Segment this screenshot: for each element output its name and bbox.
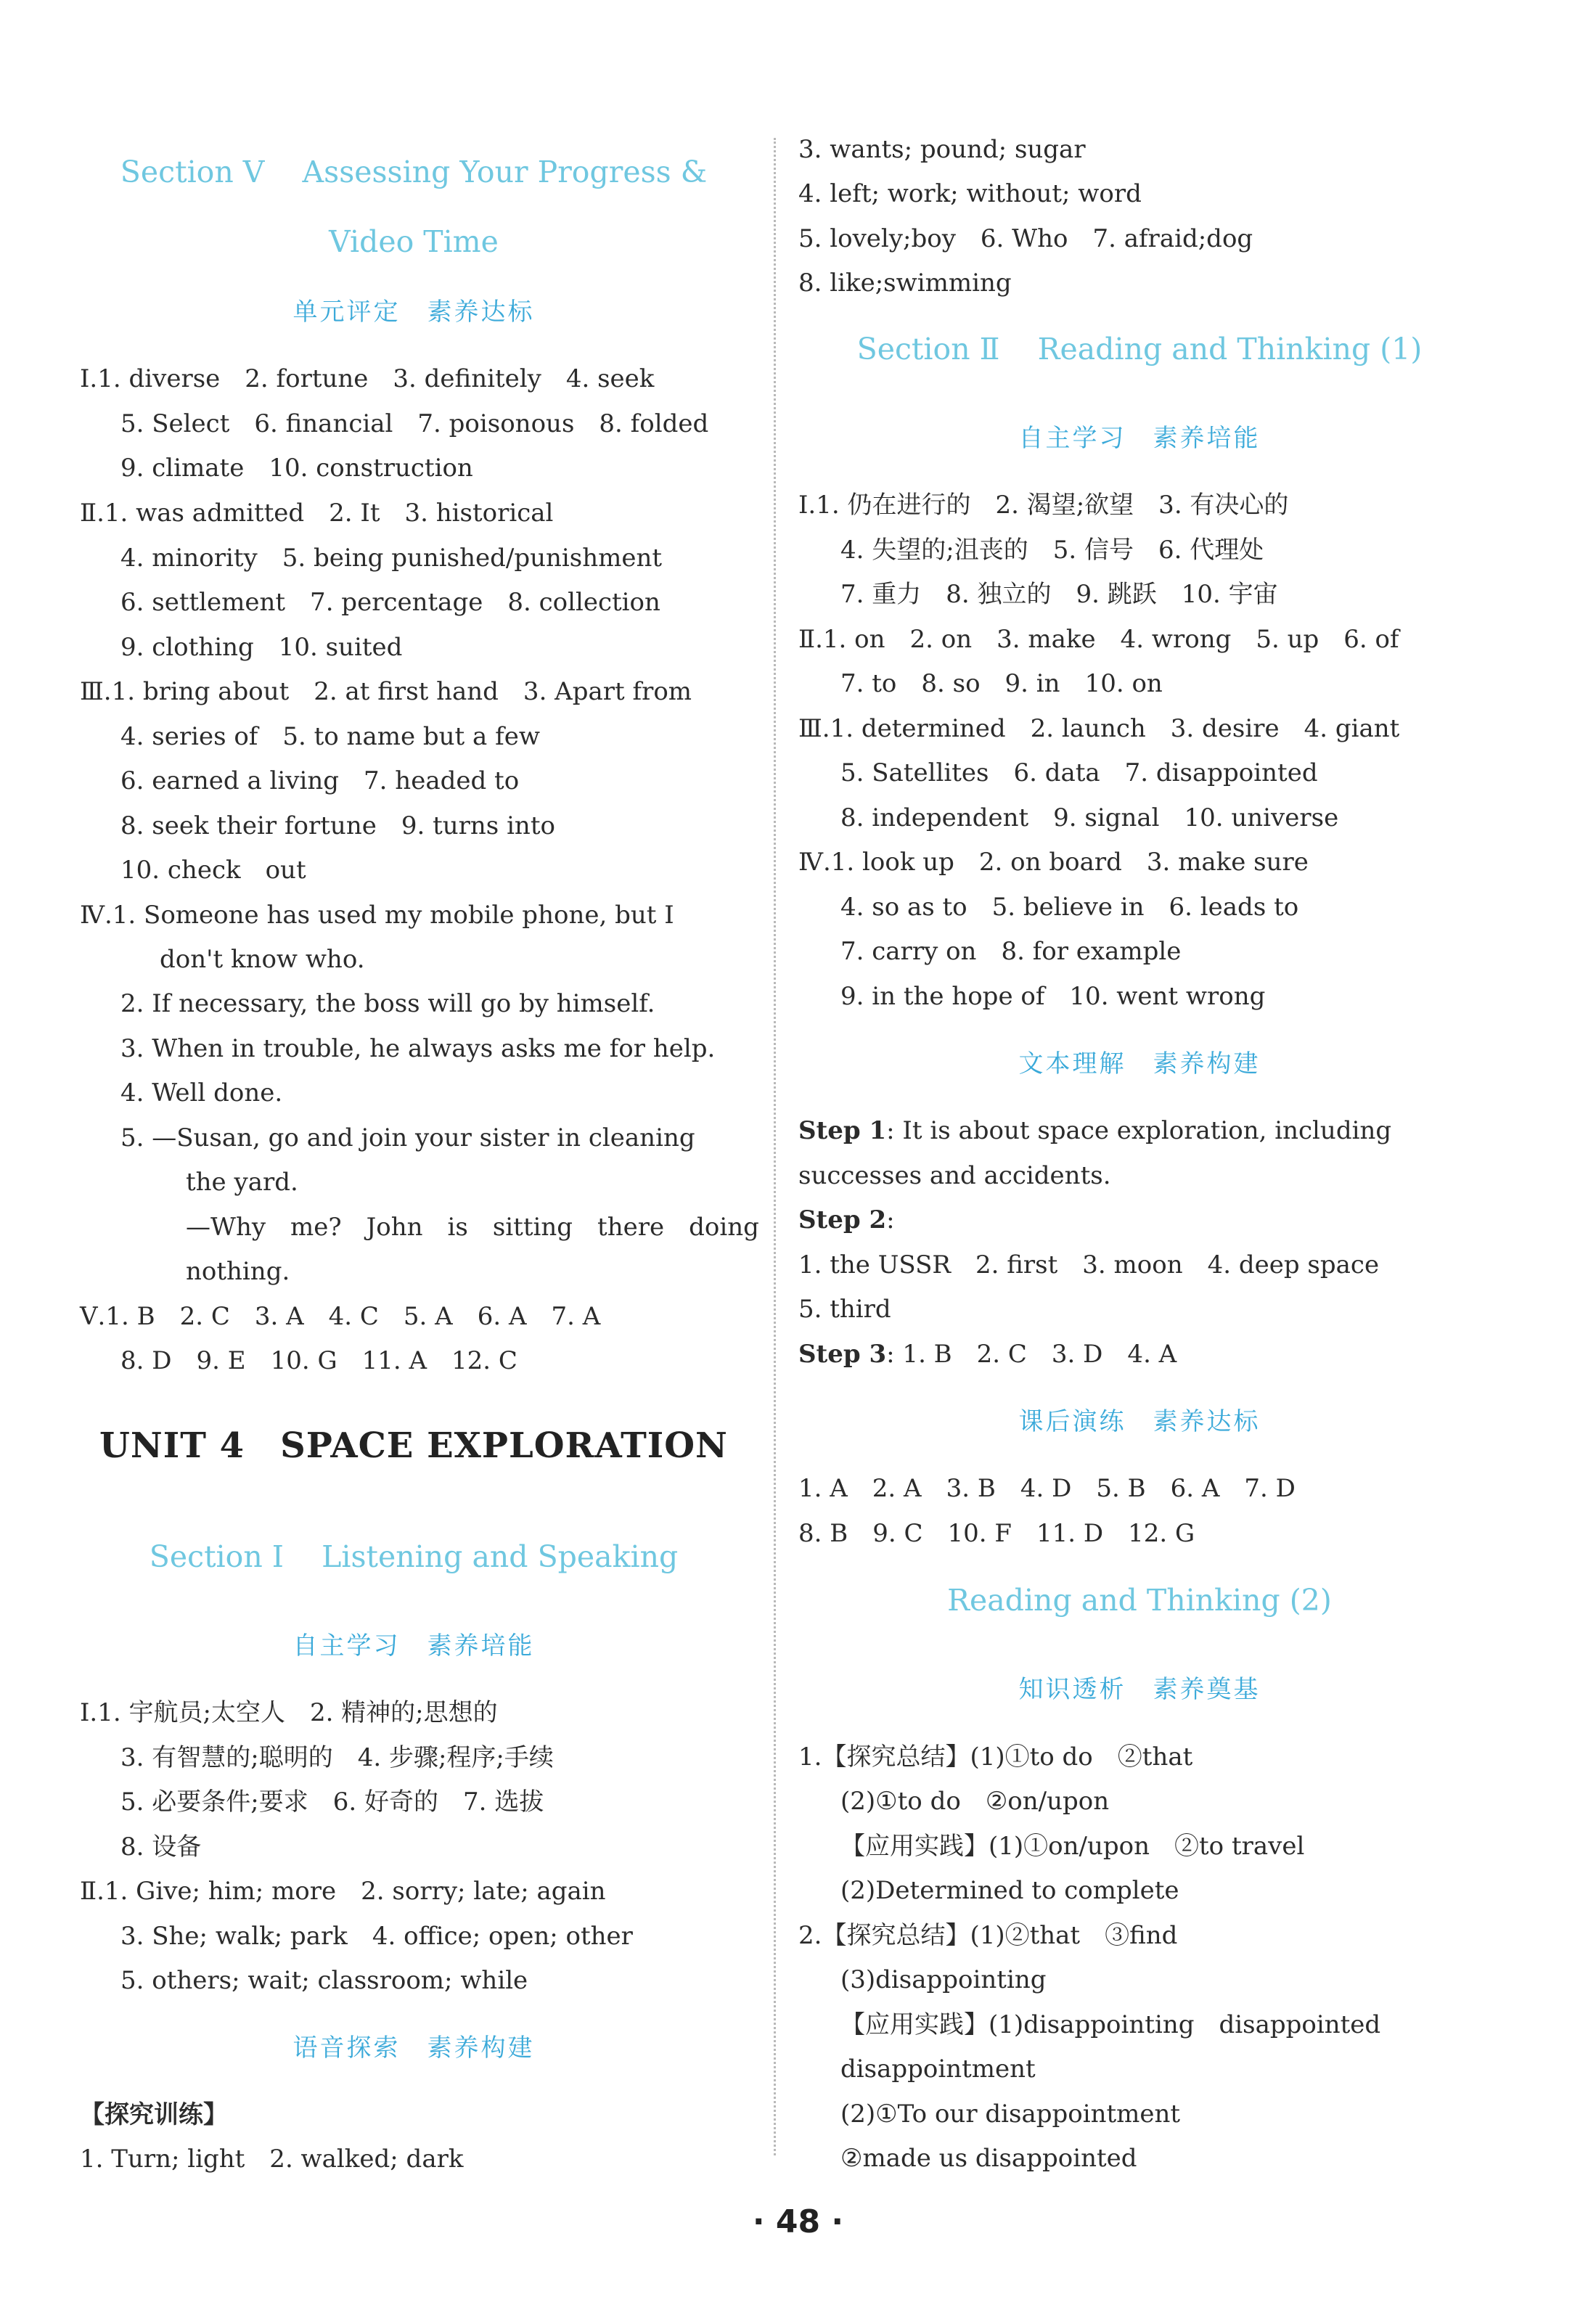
answer-line: 5. 必要条件;要求 6. 好奇的 7. 选拔 — [120, 1787, 544, 1817]
step-2-label: Step 2 — [798, 1205, 887, 1234]
answer-line: Ⅱ.1. on 2. on 3. make 4. wrong 5. up 6. of — [798, 625, 1399, 654]
answer-line: 4. Well done. — [120, 1078, 283, 1107]
section-1-title: Section Ⅰ Listening and Speaking — [149, 1539, 679, 1574]
answer-line: 3. She; walk; park 4. office; open; other — [120, 1922, 633, 1951]
answer-line: (2)①to do ②on/upon — [840, 1787, 1110, 1816]
answer-line: the yard. — [186, 1168, 298, 1197]
answer-line: 2. If necessary, the boss will go by himself. — [120, 989, 655, 1018]
answer-line: 6. settlement 7. percentage 8. collection — [120, 588, 660, 617]
answer-line: 3. When in trouble, he always asks me for help. — [120, 1034, 716, 1063]
answer-line: Ⅰ.1. 仍在进行的 2. 渴望;欲望 3. 有决心的 — [798, 491, 1289, 520]
column-divider — [774, 138, 776, 2155]
answer-line: 8. independent 9. signal 10. universe — [840, 803, 1339, 832]
answer-line: successes and accidents. — [798, 1161, 1111, 1190]
answer-line: 7. carry on 8. for example — [840, 937, 1182, 966]
answer-line: 10. check out — [120, 856, 306, 885]
answer-line: 4. series of 5. to name but a few — [120, 722, 540, 751]
page-number: · 48 · — [752, 2203, 844, 2240]
answer-line: —Why me? John is sitting there doing — [186, 1213, 759, 1242]
answer-line: 8. seek their fortune 9. turns into — [120, 811, 555, 840]
answer-line: 1. A 2. A 3. B 4. D 5. B 6. A 7. D — [798, 1474, 1296, 1503]
answer-line: 4. minority 5. being punished/punishment — [120, 544, 663, 573]
answer-line: 9. in the hope of 10. went wrong — [840, 982, 1266, 1011]
answer-line: 5. —Susan, go and join your sister in cleaning — [120, 1123, 695, 1152]
answer-line: 5. Satellites 6. data 7. disappointed — [840, 758, 1318, 787]
answer-line: Ⅲ.1. determined 2. launch 3. desire 4. giant — [798, 714, 1400, 743]
answer-line: 【应用实践】(1)disappointing disappointed — [840, 2010, 1381, 2039]
section-3-title: Reading and Thinking (2) — [947, 1583, 1332, 1618]
answer-line: disappointment — [840, 2055, 1036, 2084]
answer-line: ②made us disappointed — [840, 2144, 1137, 2173]
answer-line: 4. so as to 5. believe in 6. leads to — [840, 893, 1299, 922]
answer-line: 7. to 8. so 9. in 10. on — [840, 669, 1163, 698]
answer-line: 3. 有智慧的;聪明的 4. 步骤;程序;手续 — [120, 1743, 554, 1772]
answer-line: 2.【探究总结】(1)②that ③find — [798, 1921, 1178, 1950]
answer-line: Ⅱ.1. was admitted 2. It 3. historical — [80, 499, 554, 528]
answer-line: 8. like;swimming — [798, 269, 1012, 298]
answer-line: Ⅳ.1. Someone has used my mobile phone, but I — [80, 901, 674, 930]
step-1-label: Step 1 — [798, 1116, 887, 1145]
step-3-line — [798, 1338, 1176, 1370]
section-5-title: Section Ⅴ Assessing Your Progress & — [120, 155, 708, 189]
answer-line: 【应用实践】(1)①on/upon ②to travel — [840, 1832, 1305, 1861]
answer-line: nothing. — [186, 1257, 290, 1286]
step-3-text: : 1. B 2. C 3. D 4. A — [886, 1340, 1177, 1369]
answer-line: (2)Determined to complete — [840, 1876, 1179, 1905]
section-1-subheading: 自主学习 素养培能 — [292, 1631, 535, 1660]
section-2-subheading-2: 文本理解 素养构建 — [1018, 1049, 1261, 1078]
answer-line: Ⅱ.1. Give; him; more 2. sorry; late; again — [80, 1877, 606, 1906]
answer-line: 6. earned a living 7. headed to — [120, 766, 520, 795]
answer-line: 1. Turn; light 2. walked; dark — [80, 2145, 464, 2174]
answer-line: 9. climate 10. construction — [120, 454, 473, 483]
answer-line: 8. D 9. E 10. G 11. A 12. C — [120, 1346, 517, 1375]
section-2-subheading-3: 课后演练 素养达标 — [1018, 1407, 1261, 1436]
answer-line: 5. Select 6. financial 7. poisonous 8. folded — [120, 409, 709, 438]
answer-line: Ⅳ.1. look up 2. on board 3. make sure — [798, 848, 1309, 877]
answer-line: Ⅰ.1. diverse 2. fortune 3. definitely 4. seek — [80, 364, 655, 393]
answer-line: 7. 重力 8. 独立的 9. 跳跃 10. 宇宙 — [840, 580, 1278, 609]
answer-line: 5. lovely;boy 6. Who 7. afraid;dog — [798, 224, 1253, 253]
section-1-subheading-2: 语音探索 素养构建 — [292, 2034, 535, 2063]
section-5-subheading: 单元评定 素养达标 — [292, 298, 535, 327]
answer-line: 3. wants; pound; sugar — [798, 135, 1086, 164]
section-5-title-cont: Video Time — [329, 224, 499, 259]
section-2-title: Section Ⅱ Reading and Thinking (1) — [856, 332, 1423, 366]
answer-line: 5. third — [798, 1295, 891, 1324]
step-3-label: Step 3 — [798, 1340, 887, 1369]
step-1-text: : It is about space exploration, including — [886, 1116, 1392, 1145]
answer-line: Ⅰ.1. 宇航员;太空人 2. 精神的;思想的 — [80, 1698, 498, 1727]
unit-title: UNIT 4 SPACE EXPLORATION — [99, 1425, 728, 1466]
section-3-subheading: 知识透析 素养奠基 — [1018, 1675, 1261, 1704]
answer-line: 1. the USSR 2. first 3. moon 4. deep space — [798, 1250, 1380, 1279]
answer-line: 1.【探究总结】(1)①to do ②that — [798, 1742, 1193, 1772]
step-2-colon: : — [886, 1205, 895, 1234]
answer-line: (2)①To our disappointment — [840, 2100, 1181, 2129]
answer-line: 5. others; wait; classroom; while — [120, 1966, 528, 1995]
answer-line: 4. 失望的;沮丧的 5. 信号 6. 代理处 — [840, 536, 1264, 565]
answer-line: 4. left; work; without; word — [798, 179, 1142, 208]
answer-line: (3)disappointing — [840, 1965, 1047, 1994]
answer-line: don't know who. — [160, 945, 365, 974]
section-2-subheading: 自主学习 素养培能 — [1018, 424, 1261, 453]
explore-label: 【探究训练】 — [80, 2100, 228, 2129]
step-1-line — [798, 1115, 1391, 1147]
answer-line: 9. clothing 10. suited — [120, 633, 403, 662]
answer-line: 8. B 9. C 10. F 11. D 12. G — [798, 1519, 1195, 1548]
answer-line: Ⅴ.1. B 2. C 3. A 4. C 5. A 6. A 7. A — [80, 1302, 601, 1331]
step-2-line — [798, 1204, 895, 1236]
answer-line: Ⅲ.1. bring about 2. at first hand 3. Apart from — [80, 677, 692, 706]
answer-line: 8. 设备 — [120, 1832, 202, 1862]
